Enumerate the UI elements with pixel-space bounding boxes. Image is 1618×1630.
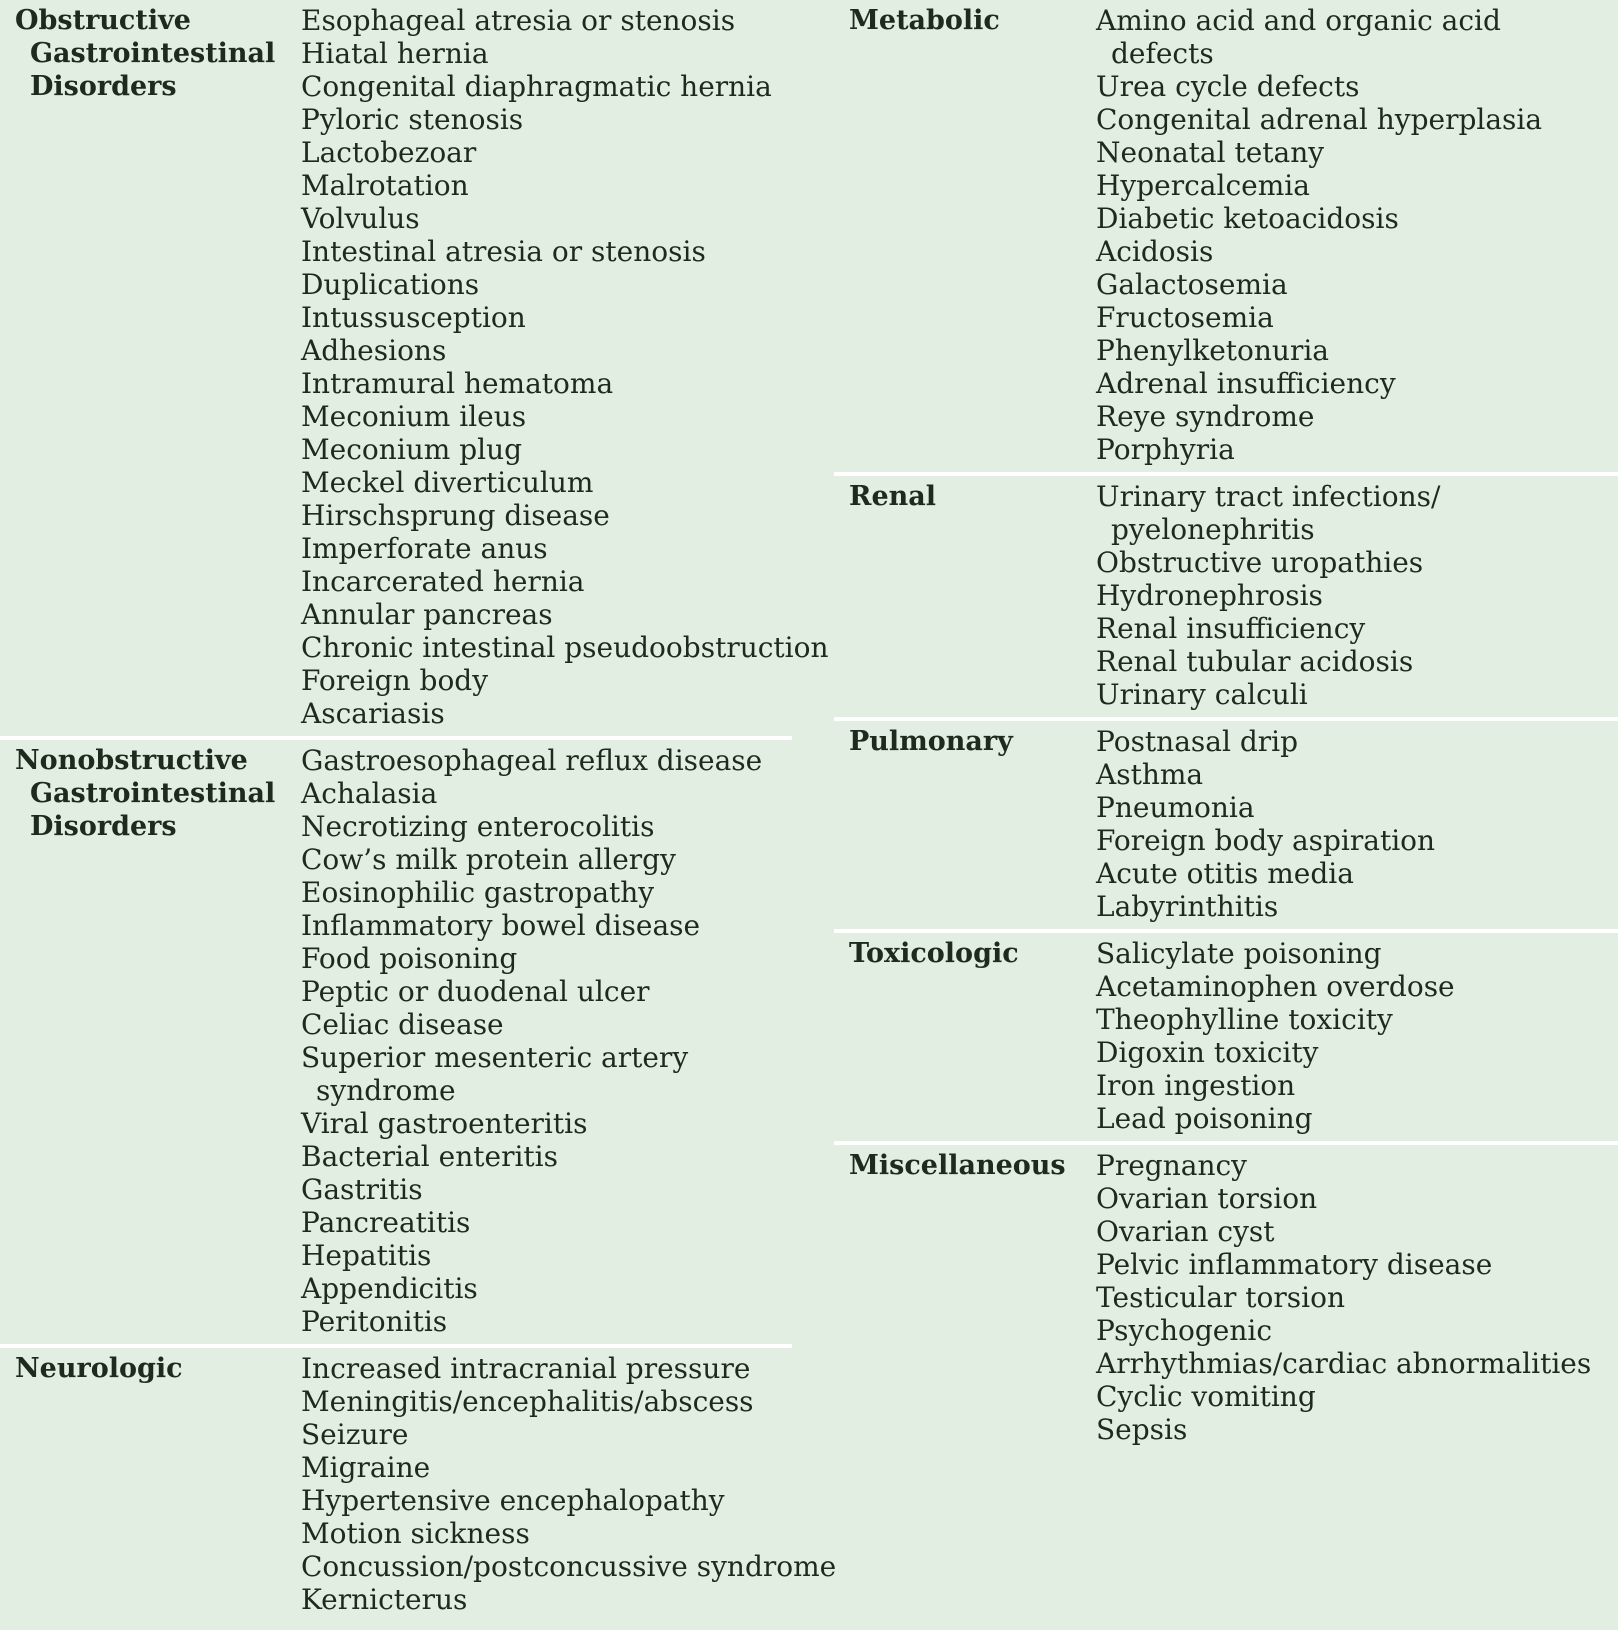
category-label-line: Miscellaneous xyxy=(849,1150,1066,1181)
condition-text: Diabetic ketoacidosis xyxy=(1096,202,1399,235)
condition-item xyxy=(301,103,829,136)
condition-text: Cow’s milk protein allergy xyxy=(301,843,676,876)
condition-text: Adhesions xyxy=(301,334,447,367)
condition-text: Porphyria xyxy=(1096,433,1235,466)
condition-text: Incarcerated hernia xyxy=(301,565,585,598)
condition-item xyxy=(1096,4,1618,70)
condition-item xyxy=(301,1517,836,1550)
condition-item xyxy=(1096,70,1618,103)
condition-item xyxy=(301,1550,836,1583)
condition-item xyxy=(1096,645,1618,678)
condition-text: Malrotation xyxy=(301,169,469,202)
condition-item xyxy=(1096,857,1618,890)
category-label-line: Disorders xyxy=(30,71,177,102)
condition-item xyxy=(1096,433,1618,466)
condition-item xyxy=(1096,937,1618,970)
condition-text: Hepatitis xyxy=(301,1239,432,1272)
condition-text: Hypertensive encephalopathy xyxy=(301,1484,725,1517)
condition-text: Sepsis xyxy=(1096,1413,1188,1446)
category-label-line: Pulmonary xyxy=(849,726,1013,757)
condition-text: Imperforate anus xyxy=(301,532,548,565)
condition-list xyxy=(1096,4,1618,466)
condition-item xyxy=(301,598,829,631)
condition-item xyxy=(1096,301,1618,334)
condition-text: Volvulus xyxy=(301,202,420,235)
condition-item xyxy=(1096,612,1618,645)
condition-item xyxy=(1096,400,1618,433)
condition-text: Urinary tract infections/ xyxy=(1096,480,1441,513)
condition-item xyxy=(1096,970,1618,1003)
condition-item xyxy=(301,1484,836,1517)
condition-item xyxy=(1096,1003,1618,1036)
section-pulmonary xyxy=(834,717,1618,929)
category-label-line: Nonobstructive xyxy=(15,745,248,776)
condition-item xyxy=(301,268,829,301)
condition-text: Necrotizing enterocolitis xyxy=(301,810,655,843)
section-neurologic xyxy=(0,1344,837,1622)
condition-item xyxy=(1096,1347,1618,1380)
condition-text: Intestinal atresia or stenosis xyxy=(301,235,706,268)
condition-text: Labyrinthitis xyxy=(1096,890,1279,923)
condition-item xyxy=(1096,1036,1618,1069)
condition-item xyxy=(301,334,829,367)
condition-text: Pneumonia xyxy=(1096,791,1255,824)
condition-list xyxy=(1096,725,1618,923)
condition-text: Kernicterus xyxy=(301,1583,468,1616)
condition-item xyxy=(301,975,792,1008)
condition-text: Arrhythmias/cardiac abnormalities xyxy=(1096,1347,1592,1380)
category-label xyxy=(0,744,301,1338)
condition-item xyxy=(1096,1281,1618,1314)
condition-item xyxy=(1096,1380,1618,1413)
condition-text: Superior mesenteric artery xyxy=(301,1041,689,1074)
condition-text: Ovarian torsion xyxy=(1096,1182,1318,1215)
section-toxicologic xyxy=(834,929,1618,1141)
condition-text: Hiatal hernia xyxy=(301,37,489,70)
condition-text: Congenital diaphragmatic hernia xyxy=(301,70,772,103)
condition-text: Iron ingestion xyxy=(1096,1069,1296,1102)
condition-text: Gastroesophageal reflux disease xyxy=(301,744,763,777)
condition-text: Inflammatory bowel disease xyxy=(301,909,701,942)
condition-item xyxy=(1096,367,1618,400)
condition-text: Congenital adrenal hyperplasia xyxy=(1096,103,1543,136)
condition-text: Viral gastroenteritis xyxy=(301,1107,588,1140)
condition-item xyxy=(1096,546,1618,579)
condition-text: Food poisoning xyxy=(301,942,518,975)
category-label-line: Gastrointestinal xyxy=(30,38,276,69)
condition-list xyxy=(1096,1149,1618,1446)
condition-item xyxy=(301,1451,836,1484)
category-label-line: Obstructive xyxy=(15,5,191,36)
section-renal xyxy=(834,472,1618,717)
condition-text: Meconium plug xyxy=(301,433,523,466)
condition-item xyxy=(301,1352,836,1385)
category-label-line: Renal xyxy=(849,481,936,512)
condition-text: Chronic intestinal pseudoobstruction xyxy=(301,631,829,664)
condition-list xyxy=(1096,937,1618,1135)
condition-text: Annular pancreas xyxy=(301,598,553,631)
condition-text: Meconium ileus xyxy=(301,400,527,433)
category-label xyxy=(834,480,1096,711)
condition-text: Lead poisoning xyxy=(1096,1102,1313,1135)
condition-text: syndrome xyxy=(316,1074,456,1107)
condition-text: Hydronephrosis xyxy=(1096,579,1323,612)
condition-item xyxy=(1096,202,1618,235)
condition-text: Ascariasis xyxy=(301,697,445,730)
condition-text: Gastritis xyxy=(301,1173,423,1206)
condition-text: Acute otitis media xyxy=(1096,857,1354,890)
condition-item xyxy=(301,301,829,334)
condition-text: pyelonephritis xyxy=(1111,513,1315,546)
category-label-line: Neurologic xyxy=(15,1353,183,1384)
category-label-line: Gastrointestinal xyxy=(30,778,276,809)
condition-text: Ovarian cyst xyxy=(1096,1215,1275,1248)
condition-text: Fructosemia xyxy=(1096,301,1274,334)
condition-item xyxy=(301,4,829,37)
condition-list xyxy=(301,1352,836,1616)
condition-item xyxy=(301,70,829,103)
condition-item xyxy=(1096,1069,1618,1102)
condition-item xyxy=(301,1041,792,1107)
category-label-line: Metabolic xyxy=(849,5,1000,36)
condition-item xyxy=(301,1206,792,1239)
condition-text: Renal insufficiency xyxy=(1096,612,1366,645)
condition-text: Hypercalcemia xyxy=(1096,169,1310,202)
condition-text: Esophageal atresia or stenosis xyxy=(301,4,736,37)
condition-text: Achalasia xyxy=(301,777,438,810)
condition-list xyxy=(301,744,792,1338)
condition-text: Testicular torsion xyxy=(1096,1281,1346,1314)
condition-text: Meckel diverticulum xyxy=(301,466,594,499)
condition-item xyxy=(301,532,829,565)
condition-text: Urinary calculi xyxy=(1096,678,1308,711)
condition-text: Lactobezoar xyxy=(301,136,477,169)
condition-item xyxy=(301,777,792,810)
condition-item xyxy=(301,1173,792,1206)
category-label-line: Toxicologic xyxy=(849,938,1019,969)
condition-item xyxy=(301,499,829,532)
condition-item xyxy=(301,1272,792,1305)
section-obstructive xyxy=(0,0,829,736)
condition-text: Acetaminophen overdose xyxy=(1096,970,1455,1003)
condition-item xyxy=(301,202,829,235)
condition-text: Peptic or duodenal ulcer xyxy=(301,975,650,1008)
section-nonobstructive xyxy=(0,736,792,1344)
condition-text: Foreign body xyxy=(301,664,489,697)
condition-item xyxy=(301,1140,792,1173)
condition-text: Hirschsprung disease xyxy=(301,499,610,532)
condition-text: Pelvic inflammatory disease xyxy=(1096,1248,1493,1281)
condition-text: Salicylate poisoning xyxy=(1096,937,1382,970)
condition-text: Neonatal tetany xyxy=(1096,136,1325,169)
condition-text: Reye syndrome xyxy=(1096,400,1315,433)
section-metabolic xyxy=(834,0,1618,472)
condition-item xyxy=(1096,169,1618,202)
category-label xyxy=(834,4,1096,466)
condition-item xyxy=(301,810,792,843)
condition-text: Psychogenic xyxy=(1096,1314,1273,1347)
condition-item xyxy=(301,565,829,598)
condition-text: Peritonitis xyxy=(301,1305,448,1338)
condition-text: Phenylketonuria xyxy=(1096,334,1329,367)
condition-text: Seizure xyxy=(301,1418,409,1451)
condition-item xyxy=(1096,678,1618,711)
condition-text: Digoxin toxicity xyxy=(1096,1036,1319,1069)
condition-item xyxy=(301,466,829,499)
condition-item xyxy=(1096,824,1618,857)
condition-item xyxy=(301,744,792,777)
condition-item xyxy=(1096,480,1618,546)
condition-text: Meningitis/encephalitis/abscess xyxy=(301,1385,754,1418)
condition-text: Increased intracranial pressure xyxy=(301,1352,751,1385)
condition-item xyxy=(1096,1413,1618,1446)
condition-text: Cyclic vomiting xyxy=(1096,1380,1316,1413)
condition-item xyxy=(1096,890,1618,923)
condition-item xyxy=(301,876,792,909)
condition-item xyxy=(1096,268,1618,301)
condition-text: Pyloric stenosis xyxy=(301,103,524,136)
condition-text: Postnasal drip xyxy=(1096,725,1299,758)
condition-text: Concussion/postconcussive syndrome xyxy=(301,1550,837,1583)
condition-item xyxy=(1096,1149,1618,1182)
condition-text: Eosinophilic gastropathy xyxy=(301,876,655,909)
condition-item xyxy=(301,136,829,169)
condition-item xyxy=(301,843,792,876)
condition-item xyxy=(301,1239,792,1272)
condition-item xyxy=(1096,791,1618,824)
condition-item xyxy=(301,1418,836,1451)
condition-text: defects xyxy=(1111,37,1214,70)
category-label xyxy=(0,1352,301,1616)
condition-text: Theophylline toxicity xyxy=(1096,1003,1393,1036)
condition-item xyxy=(301,400,829,433)
section-miscellaneous xyxy=(834,1141,1618,1452)
category-label xyxy=(834,1149,1096,1446)
condition-list xyxy=(301,4,829,730)
right-column xyxy=(834,0,1618,1452)
category-label xyxy=(0,4,301,730)
condition-text: Renal tubular acidosis xyxy=(1096,645,1414,678)
condition-item xyxy=(1096,136,1618,169)
condition-item xyxy=(301,1107,792,1140)
condition-item xyxy=(301,909,792,942)
condition-item xyxy=(301,1583,836,1616)
category-label xyxy=(834,937,1096,1135)
condition-text: Duplications xyxy=(301,268,480,301)
condition-item xyxy=(301,1385,836,1418)
condition-text: Urea cycle defects xyxy=(1096,70,1360,103)
condition-text: Obstructive uropathies xyxy=(1096,546,1424,579)
condition-item xyxy=(301,433,829,466)
condition-item xyxy=(301,1305,792,1338)
condition-item xyxy=(301,697,829,730)
condition-item xyxy=(301,942,792,975)
condition-item xyxy=(1096,334,1618,367)
category-label-line: Disorders xyxy=(30,811,177,842)
condition-item xyxy=(1096,1102,1618,1135)
condition-text: Intramural hematoma xyxy=(301,367,614,400)
condition-text: Celiac disease xyxy=(301,1008,504,1041)
condition-item xyxy=(1096,579,1618,612)
condition-list xyxy=(1096,480,1618,711)
condition-item xyxy=(301,1008,792,1041)
condition-text: Pancreatitis xyxy=(301,1206,471,1239)
condition-item xyxy=(1096,1182,1618,1215)
condition-item xyxy=(1096,1314,1618,1347)
condition-text: Foreign body aspiration xyxy=(1096,824,1436,857)
condition-item xyxy=(1096,1215,1618,1248)
condition-text: Pregnancy xyxy=(1096,1149,1247,1182)
condition-item xyxy=(301,664,829,697)
condition-text: Appendicitis xyxy=(301,1272,478,1305)
condition-text: Migraine xyxy=(301,1451,431,1484)
condition-item xyxy=(1096,1248,1618,1281)
condition-item xyxy=(1096,758,1618,791)
category-label xyxy=(834,725,1096,923)
condition-item xyxy=(301,367,829,400)
condition-text: Adrenal insufficiency xyxy=(1096,367,1396,400)
condition-item xyxy=(301,235,829,268)
condition-text: Amino acid and organic acid xyxy=(1096,4,1501,37)
condition-text: Intussusception xyxy=(301,301,526,334)
condition-text: Asthma xyxy=(1096,758,1204,791)
condition-item xyxy=(1096,103,1618,136)
condition-item xyxy=(301,631,829,664)
condition-item xyxy=(301,37,829,70)
condition-text: Bacterial enteritis xyxy=(301,1140,559,1173)
condition-text: Galactosemia xyxy=(1096,268,1288,301)
condition-item xyxy=(1096,235,1618,268)
condition-text: Motion sickness xyxy=(301,1517,530,1550)
condition-item xyxy=(1096,725,1618,758)
condition-item xyxy=(301,169,829,202)
condition-text: Acidosis xyxy=(1096,235,1214,268)
